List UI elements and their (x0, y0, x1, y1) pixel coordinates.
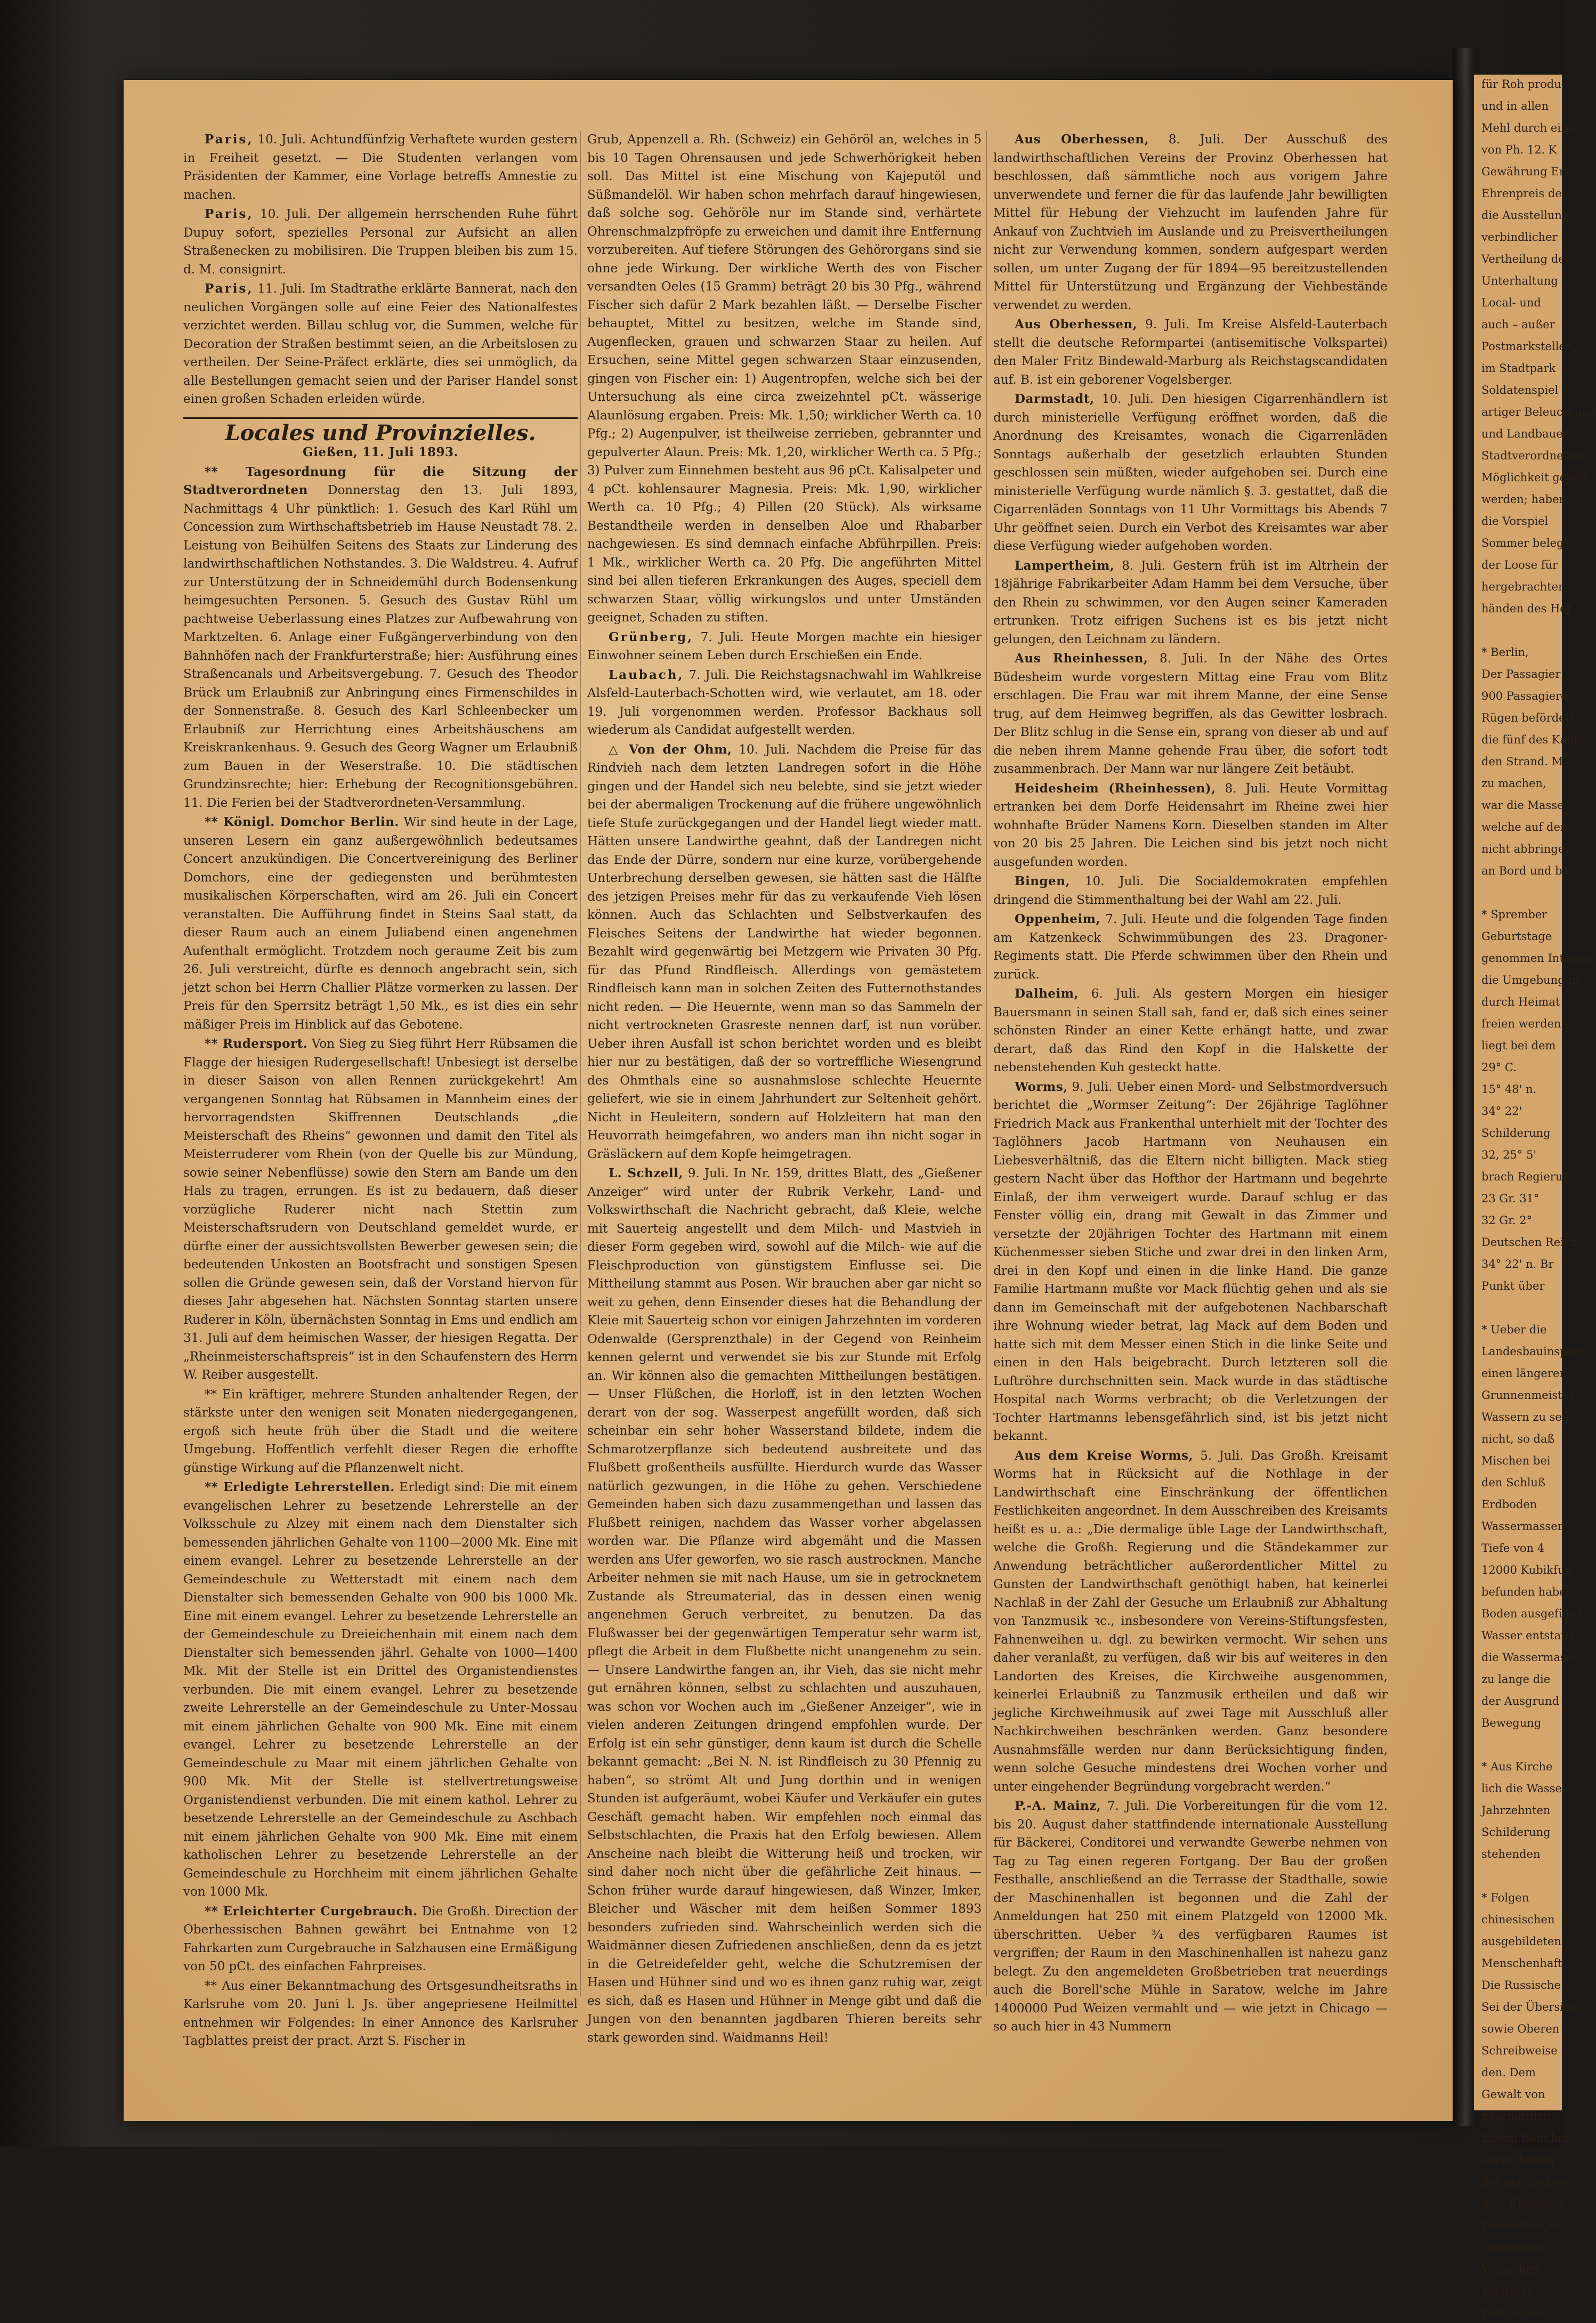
adjacent-page-line: 29° C. (1481, 1061, 1517, 1074)
adjacent-page-line: * Ueber die (1481, 1323, 1547, 1336)
adjacent-page-line: nicht abbringen. (1481, 843, 1576, 855)
article-dateline: Aus Rheinhessen, (1015, 651, 1148, 666)
article-dateline: Worms, (1015, 1079, 1068, 1094)
adjacent-page-line: die fünf des Kahlen (1481, 733, 1592, 746)
article-dateline: Aus Oberhessen, (1015, 132, 1149, 147)
article-dateline: Paris, (205, 281, 254, 296)
article-bingen (993, 872, 1388, 909)
column-left (183, 131, 578, 2052)
article-regen (183, 1386, 578, 1478)
article-body: Von Sieg zu Sieg führt Herr Rübsamen die Flagge der hiesigen Rudergesellschaft! Unbesiegt ist derselbe in dieser Saison von allen Rennen zurückgekehrt! Am vergangenen Sonntag hat Rübsamen in Mannheim eines der hervorragendsten Skiffrennen Deutschlands „die Meisterschaft des Rheins“ gewonnen und damit den Titel als Meisterruderer vom Rhein (von der Quelle bis zur Mündung, sowie seiner Nebenflüsse) sowie den Stern am Bande um den Hals zu tragen, errungen. Es ist zu bedauern, daß dieser vorzügliche Ruderer nicht nach Stettin zum Meisterschaftsrudern von Deutschland gemeldet wurde, er dürfte einer der aussichtsvollsten Bewerber gewesen sein; die bedeutenden Unkosten an Bootsfracht und sonstigen Spesen sollen die Gründe gewesen sein, daß der Vorstand hiervon für dieses Jahr abgesehen hat. Nächsten Sonntag starten unsere Ruderer in Köln, übernächsten Sonntag in Ems und endlich am 31. Juli auf dem heimischen Wasser, der hiesigen Regatta. Der „Rheinmeisterschaftspreis“ ist in den Schaufenstern des Herrn W. Reiber ausgestellt. (183, 1037, 578, 1382)
article-body: 10. Juli. Die Socialdemokraten empfehlen dringend die Stimmenthaltung bei der Wahl am 22. Juli. (993, 875, 1388, 907)
article-dateline: P.-A. Mainz, (1015, 1799, 1101, 1813)
adjacent-page-line: Soldatenspiel (1481, 384, 1559, 396)
adjacent-page-line: für Roh produ- (1481, 78, 1565, 91)
article-body: 7. Juli. Die Reichstagsnachwahl im Wahlkreise Alsfeld-Lauterbach-Schotten wird, wie verlautet, am 18. oder 19. Juli vorgenommen werden. Professor Backhaus soll wiederum als Candidat aufgestellt werden. (587, 668, 982, 737)
article-kreis-worms (993, 1447, 1388, 1796)
adjacent-page-line: Erdboden (1481, 1498, 1537, 1511)
article-body: 8. Juli. Gestern früh ist im Altrhein der 18jährige Fabrikarbeiter Adam Hamm bei dem Versuche, über den Rhein zu schwimmen, vor den Augen seiner Kameraden ertrunken. Trotz eifrigen Suchens ist es bis jetzt nicht gelungen, den Leichnam zu ländern. (993, 559, 1388, 646)
article-heilmittel-cont (587, 131, 982, 627)
adjacent-page-line: genommen Interess (1481, 952, 1594, 965)
article-heilmittel (183, 1977, 578, 2051)
adjacent-page-line: zu machen, (1481, 777, 1546, 790)
column-rule (986, 131, 987, 1996)
adjacent-page-line: 15° 48' n. (1481, 1083, 1537, 1096)
article-rheinhessen (993, 650, 1388, 779)
adjacent-page-line: den Strand. M (1481, 755, 1563, 768)
adjacent-page-line: Sei der Übersicht (1481, 2001, 1582, 2013)
article-lehrerstellen (183, 1478, 578, 1901)
article-body: 8. Juli. Heute Vormittag ertranken bei dem Dorfe Heidensahrt im Rheine zwei hier wohnhafte Brüder Namens Korn. Dieselben standen im Alter von 20 bis 25 Jahren. Die Leichen sind bis jetzt noch nicht ausgefunden worden. (993, 781, 1388, 869)
article-dateline: Oppenheim, (1015, 912, 1100, 926)
adjacent-page-line: war die Masse (1481, 799, 1564, 812)
adjacent-page-line: ausgebildeten (1481, 1935, 1561, 1948)
article-body: 5. Juli. Das Großh. Kreisamt Worms hat in Rücksicht auf die Nothlage in der Landwirthschaft eine Einschränkung der öffentlichen Festlichkeiten angeordnet. In dem Ausschreiben des Kreisamts heißt es u. a.: „Die dermalige üble Lage der Landwirthschaft, welche die Großh. Regierung und die Ständekammer zur Anwendung beträchtlicher außerordentlicher Mittel zu Gunsten der Landwirthschaft genöthigt haben, hat keinerlei Nachlaß in der Zahl der Gesuche um Erlaubniß zur Abhaltung von Tanzmusik ꝛc., insbesondere von Vereins-Stiftungsfesten, Fahnenweihen u. dgl. zu bewirken vermocht. Wir sehen uns daher veranlaßt, zu verfügen, daß wir bis auf weiteres in den Landorten des Kreises, die Kirchweihe ausgenommen, keinerlei Erlaubniß zu Tanzmusik ertheilen und daß wir jegliche Kirchweihmusik auf zwei Tage mit Ausschluß aller Nachkirchweihen beschränken werden. Ganz besondere Ausnahmsfälle werden nur dann Berücksichtigung finden, wenn solche Gesuche mindestens drei Wochen vorher und unter eingehender Begründung vorgebracht werden.“ (993, 1448, 1388, 1794)
article-dateline: Heidesheim (Rheinhessen), (1015, 781, 1216, 796)
adjacent-page-line: die Vorspiel (1481, 515, 1549, 528)
adjacent-page-line: lich die Wasser (1481, 1782, 1567, 1795)
adjacent-page-line: Gewalt von (1481, 2088, 1545, 2101)
adjacent-page-line: auch – außer (1481, 318, 1555, 331)
adjacent-page-line: 12000 Kubikfuß (1481, 1564, 1573, 1576)
article-body: 9. Juli. In Nr. 159, drittes Blatt, des „Gießener Anzeiger“ wird unter der Rubrik Verkehr, Land- und Volkswirthschaft die Nachricht gebracht, daß Kleie, welche mit Sauerteig angestellt und dem Milch- und Mastvieh in dieser Form gegeben wird, sowohl auf die Milch- wie auf die Fleischproduction von günstigstem Einflusse sei. Die Mittheilung stammt aus Posen. Wir brauchen aber gar nicht so weit zu gehen, denn Einsender dieses hat die Behandlung der Kleie mit Sauerteig schon vor einigen Jahrzehnten im vorderen Odenwalde (Gersprenzthale) in der Gegend von Reinheim kennen gelernt und verwendet sie bis zur Stunde mit Erfolg an. Wir können also die gemachten Mittheilungen bestätigen. — Unser Flüßchen, die Horloff, ist in den letzten Wochen derart von der sog. Wasserpest angefüllt worden, daß sich scheinbar ein sehr hoher Wasserstand bildete, indem die Schmarotzerpflanze sich bedeutend ausbreitete und das Flußbett großentheils ausfüllte. Hierdurch wurde das Wasser natürlich gezwungen, in die Höhe zu gehen. Verschiedene Gemeinden haben sich dazu zusammengethan und lassen das Flußbett reinigen, nachdem das Wasser vorher abgelassen worden war. Die Pflanze wird abgemäht und die Massen werden ans Ufer geworfen, wo sie rasch austrocknen. Manche Arbeiter nehmen sie mit nach Hause, um sie in getrocknetem Zustande als Streumaterial, das in dessen einen wenig angenehmen Geruch verbreitet, zu benutzen. Da das Flußwasser bei der gegenwärtigen Temperatur sehr warm ist, pflegt die Arbeit in dem Flußbette nicht unangenehm zu sein. — Unsere Landwirthe fangen an, ihr Vieh, das sie nicht mehr gut ernähren können, selbst zu schlachten und auszuhauen, was schon vor Wochen auch im „Gießener Anzeiger“, wie in vielen anderen Zeitungen dringend empfohlen wurde. Der Erfolg ist ein sehr günstiger, denn kaum ist durch die Schelle bekannt gemacht: „Bei N. N. ist Rindfleisch zu 30 Pfennig zu haben“, so strömt Alt und Jung dorthin und in wenigen Stunden ist aufgeräumt, wobei Käufer und Verkäufer ein gutes Geschäft gemacht haben. Wir empfehlen noch einmal das Selbstschlachten, die Praxis hat den Erfolg bewiesen. Allem Anscheine nach bleibt die Witterung heiß und trocken, wir sind daher noch nicht über die gefährliche Zeit hinaus. — Schon früher wurde darauf hingewiesen, daß Winzer, Imker, Bleicher und Wäscher mit dem heißen Sommer 1893 besonders zufrieden sind. Wahrscheinlich werden sich die Waidmänner diesen Zufriedenen anschließen, denn da es jetzt in die Getreidefelder geht, welche die Schutzremisen der Hasen und Hühner sind und wo es ihnen ganz ruhig war, zeigt es sich, daß es Hasen und Hühner in Menge gibt und daß die Jungen von den benannten jagdbaren Thieren bereits sehr stark geworden sind. Waidmanns Heil! (587, 1167, 982, 2045)
adjacent-page-line: chinesischen (1481, 1913, 1555, 1926)
article-oppenheim (993, 910, 1388, 984)
adjacent-page-line: brach Regierung (1481, 1170, 1577, 1183)
adjacent-page-line: der politischen (1481, 2175, 1567, 2188)
article-ohm (587, 741, 982, 1164)
column-right (993, 131, 1388, 2037)
adjacent-page-line: an Bord und bei (1481, 864, 1573, 877)
article-body: 7. Juli. Die Vorbereitungen für die vom 12. bis 20. August daher stattfindende internationale Ausstellung für Bäckerei, Conditorei und verwandte Gewerbe nehmen von Tag zu Tag einen regeren Fortgang. Der Bau der großen Festhalle, anschließend an die Terrasse der Stadthalle, sowie der Maschinenhallen ist begonnen und die Zahl der Anmeldungen hat 250 mit einem Platzgeld von 12000 Mk. überschritten. Ueber ¾ des verfügbaren Raumes ist vergriffen; der Raum in den Maschinenhallen ist nahezu ganz belegt. Zu den angemeldeten Großbetrieben trat neuerdings auch die Borell'sche Mühle in Saratow, welche im Jahre 1400000 Pud Weizen vermahlt und — wie jetzt in Chicago — so auch hier in 43 Nummern (993, 1799, 1388, 2034)
adjacent-page-line: liegt bei dem (1481, 1039, 1556, 1052)
article-body: 8. Juli. In der Nähe des Ortes Büdesheim wurde vorgestern Mittag eine Frau vom Blitz erschlagen. Die Frau war mit ihrem Manne, der eine Sense trug, auf dem Heimweg begriffen, als das Gewitter losbrach. Der Blitz schlug in die Sense ein, sprang von dieser ab und auf die neben ihrem Manne gehende Frau über, die sofort todt zusammenbrach. Der Mann war nur längere Zeit betäubt. (993, 652, 1388, 776)
adjacent-page-line: 23 Gr. 31° (1481, 1192, 1540, 1205)
adjacent-page-line: Bestimmen (1481, 2306, 1545, 2319)
adjacent-page-line (1481, 1866, 1562, 1886)
adjacent-page-line: * Folgen (1481, 1891, 1529, 1904)
adjacent-page-line: welche auf der (1481, 821, 1566, 833)
article-dateline: Bingen, (1015, 874, 1070, 888)
adjacent-page-line: hergebrachten (1481, 580, 1566, 593)
adjacent-page-line: durch Heimat (1481, 995, 1560, 1008)
adjacent-page-line: Schreibweise (1481, 2044, 1558, 2057)
adjacent-page-line: Verrechnung (1481, 2154, 1555, 2166)
article-body: 10. Juli. Achtundfünfzig Verhaftete wurden gestern in Freiheit gesetzt. — Die Studenten verlangen vom Präsidenten der Kammer, eine Vorlage betreffs Amnestie zu machen. (183, 133, 578, 202)
article-curgebrauch (183, 1903, 578, 1976)
article-worms (993, 1078, 1388, 1446)
article-body: Grub, Appenzell a. Rh. (Schweiz) ein Gehöröl an, welches in 5 bis 10 Tagen Ohrensausen und jede Schwerhörigkeit heben soll. Das Mittel ist eine Mischung von Kajeputöl und Süßmandelöl. Wir haben schon mehrfach darauf hingewiesen, daß solche sog. Gehöröle nur im Stande sind, verhärtete Ohrenschmalzpfröpfe zu erweichen und damit ihre Entfernung vorzubereiten. Auf tiefere Störungen des Gehörorgans sind sie ohne jede Wirkung. Der wirkliche Werth des von Fischer versandten Oeles (15 Gramm) beträgt 20 bis 30 Pfg., während Fischer sich dafür 2 Mark bezahlen läßt. — Derselbe Fischer behauptet, Mittel zu besitzen, welche im Stande sind, Augenflecken, grauen und schwarzen Staar zu heilen. Auf Ersuchen, seine Mittel gegen schwarzen Staar einzusenden, gingen von Fischer ein: 1) Augentropfen, welche sich bei der Untersuchung als eine circa zweizehntel pCt. wässerige Alaunlösung ergaben. Preis: Mk. 1,50; wirklicher Werth ca. 10 Pfg.; 2) Augenpulver, ist theilweise zerrieben, gebrannter und gepulverter Alaun. Preis: Mk. 1,20, wirklicher Werth ca. 5 Pfg.; 3) Pulver zum Einnehmen besteht aus 96 pCt. Kalisalpeter und 4 pCt. kohlensaurer Magnesia. Preis: Mk. 1,90, wirklicher Werth ca. 10 Pfg.; 4) Pillen (20 Stück). Als wirksame Bestandtheile werden in denselben Aloe und Rhabarber nachgewiesen. Es sind demnach einfache Abführpillen. Preis: 1 Mk., wirklicher Werth ca. 20 Pfg. Die angeführten Mittel sind bei allen tieferen Erkrankungen des Auges, speciell dem schwarzen Staar, völlig wirkungslos und unter Umständen geeignet, Schaden zu stiften. (587, 133, 982, 625)
article-dateline: Aus dem Kreise Worms, (1015, 1448, 1193, 1463)
adjacent-page-line: den. Dem (1481, 2066, 1536, 2079)
adjacent-page-line: Weißenberger (1481, 2219, 1562, 2232)
article-paris-3 (183, 280, 578, 409)
adjacent-page-line (1481, 883, 1562, 903)
article-schzell (587, 1164, 982, 2047)
article-oberhessen-2 (993, 315, 1388, 389)
article-dateline: Laubach, (609, 667, 684, 682)
adjacent-page-line: Gewährung Er- (1481, 165, 1568, 178)
adjacent-page-line: Wassern zu sein (1481, 1411, 1573, 1423)
article-body: 10. Juli. Der allgemein herrschenden Ruhe führt Dupuy sofort, spezielles Personal zur Aufsicht an allen Straßenecken zu mobilisiren. Die Truppen bleiben bis zum 15. d. M. consignirt. (183, 207, 578, 277)
article-dateline: Paris, (205, 207, 254, 221)
adjacent-page-line: die Ausstellung (1481, 209, 1569, 222)
adjacent-page-line: Gemeinden (1481, 2241, 1546, 2254)
article-body: Die Großh. Direction der Oberhessischen Bahnen gewährt bei Entnahme von 12 Fahrkarten zum Curgebrauche in Salzhausen eine Ermäßigung von 50 pCt. des einfachen Fahrpreises. (183, 1904, 578, 1973)
adjacent-page-line: von Ph. 12. K (1481, 143, 1557, 156)
adjacent-page-line: Unterhaltung (1481, 274, 1558, 287)
article-body: ** Aus einer Bekanntmachung des Ortsgesundheitsraths in Karlsruhe vom 20. Juni l. Js. über angepriesene Heilmittel entnehmen wir Folgendes: In einer Annonce des Karlsruher Tagblattes preist der pract. Arzt S. Fischer in (183, 1979, 578, 2048)
adjacent-page-line: Schilderung (1481, 1826, 1551, 1839)
article-dalheim (993, 985, 1388, 1077)
adjacent-page-line: 32 Gr. 2° (1481, 1214, 1533, 1227)
article-heading: ** Erledigte Lehrerstellen. (205, 1480, 395, 1494)
adjacent-page-line: der Ausgrund (1481, 1695, 1560, 1707)
article-body: 10. Juli. Nachdem die Preise für das Rindvieh nach dem letzten Landregen sofort in die Höhe gingen und der Handel sich neu belebte, sind sie jetzt wieder bei der abermaligen Trockenung auf die frühere ungewöhnlich tiefe Stufe zurückgegangen und der Handel liegt wieder matt. Hätten unsere Landwirthe geahnt, daß der Landregen nicht das Ende der Dürre, sondern nur eine kurze, vorübergehende Unterbrechung derselben gewesen, sie hätten sast die Hälfte des jetzigen Preises mehr für das zu verkaufende Vieh lösen können. Auch das Schlachten und Selbstverkaufen des Fleisches Seitens der Landwirthe hat wieder begonnen. Bezahlt wird gegenwärtig bei Metzgern wie Privaten 30 Pfg. für das Pfund Rindfleisch. Allerdings von gemästetem Rindfleisch kann man in solchen Zeiten des Futternothstandes nicht reden. — Die Heuernte, wenn man so das Sammeln der nicht vertrockneten Grasreste nennen darf, ist nun vorüber. Ueber ihren Ausfall ist schon berichtet worden und es bleibt hier nur zu bestätigen, daß der so vortreffliche Wiesengrund des Ohmthals eine so ausnahmslose schlechte Heuernte geliefert, wie sie in einem Jahrhundert zur Seltenheit gehört. Nicht in Heuleitern, sondern auf Holzleitern hat man den Heuvorrath heimgefahren, wo anders man ihn nicht sogar in Gräsläckern auf dem Kopfe heimgetragen. (587, 742, 982, 1161)
article-dateline: Aus Oberhessen, (1015, 317, 1138, 331)
article-paris-1 (183, 131, 578, 204)
article-body: 9. Juli. Ueber einen Mord- und Selbstmordversuch berichtet die „Wormser Zeitung“: Der 26jährige Taglöhner Friedrich Mack aus Frankenthal unterhielt mit der Tochter des Taglöhners Jacob Hartmann von Neuhausen ein Liebesverhältniß, das die Eltern nicht billigten. Mack stieg gestern Nacht über das Hofthor der Hartmann und begehrte Einlaß, der ihm verweigert wurde. Darauf schlug er das Fenster völlig ein, drang mit Gewalt in das Zimmer und versetzte der 20jährigen Tochter des Hartmann mit einem Küchenmesser sieben Stiche und zwar drei in den linken Arm, drei in den Kopf und einen in die linke Hand. Die ganze Familie Hartmann mußte vor Mack flüchtig gehen und als sie dann im Gemeinschaft mit der aufgebotenen Nachbarschaft ihre Wohnung wieder betrat, lag Mack auf dem Boden und hatte sich mit dem Messer einen Stich in die linke Seite und einen in den Hals beigebracht. Durch letzteren soll die Luftröhre durchschnitten sein. Mack wurde in das städtische Hospital nach Worms verbracht; ob die Verletzungen der Tochter Hartmanns lebensgefährlich sind, ist bis jetzt nicht bekannt. (993, 1080, 1388, 1443)
adjacent-page-line: Geburtstage (1481, 930, 1552, 943)
adjacent-page-line: der Loose für (1481, 559, 1558, 571)
adjacent-page-line: Einem Bahnhof (1481, 2132, 1569, 2144)
article-heading: ** Erleichterter Curgebrauch. (205, 1904, 418, 1919)
article-dateline: Lampertheim, (1015, 558, 1115, 573)
adjacent-page-line: Die Russische (1481, 1979, 1561, 1992)
adjacent-page-line: 900 Passagiere, (1481, 690, 1571, 702)
article-darmstadt (993, 390, 1388, 556)
article-body: 11. Juli. Im Stadtrathe erklärte Bannerat, nach den neulichen Vorgängen solle auf eine Feier des Nationalfestes verzichtet werden. Billau schlug vor, die Summen, welche für Decoration der Straßen bestimmt seien, an die Arbeitslosen zu vertheilen. Der Seine-Präfect erklärte, dies sei unmöglich, da alle Bestellungen gemacht seien und der Pariser Handel sonst einen großen Schaden erleiden würde. (183, 282, 578, 406)
adjacent-page-line: und Landbauer (1481, 427, 1568, 440)
section-dateline: Gießen, 11. Juli 1893. (303, 445, 458, 459)
article-heading: ** Rudersport. (205, 1037, 308, 1051)
section-divider (183, 417, 578, 419)
article-rudersport (183, 1035, 578, 1385)
adjacent-page-line: im Stadtpark (1481, 362, 1556, 375)
article-heidesheim (993, 780, 1388, 872)
adjacent-page-line: Ehrenpreis des (1481, 187, 1568, 200)
adjacent-page-line: die Wassermasse (1481, 1651, 1578, 1664)
adjacent-page-line: * Berlin, (1481, 646, 1529, 659)
article-domchor (183, 813, 578, 1034)
adjacent-page-line: Jahrzehnten (1481, 1804, 1551, 1817)
adjacent-page-line: sowie Oberen (1481, 2022, 1560, 2035)
article-body: 7. Juli. Heute und die folgenden Tage finden am Katzenkeck Schwimmübungen des 23. Dragoner-Regiments statt. Die Pferde schwimmen über den Rhein und zurück. (993, 912, 1388, 982)
article-heading: ** Tagesordnung für die Sitzung der Stadtverordneten (183, 464, 578, 497)
adjacent-page-line: Rügen befördert (1481, 711, 1576, 724)
adjacent-page-line: Sommer belegt. (1481, 537, 1572, 549)
adjacent-page-line: Wasser entstand (1481, 1629, 1576, 1642)
adjacent-page-line: einen längeren (1481, 1367, 1567, 1380)
adjacent-page-line: nicht, so daß (1481, 1432, 1555, 1445)
adjacent-page-line: Möglichkeit gehen (1481, 471, 1587, 484)
adjacent-page-line: * Aus Kirche (1481, 1760, 1553, 1773)
column-rule (580, 131, 581, 1996)
adjacent-page-line (1481, 1735, 1562, 1755)
adjacent-page-line: händen des Hof (1481, 602, 1571, 615)
adjacent-page-line: * Sprember (1481, 908, 1548, 921)
adjacent-page-line: Tiefe von 4 (1481, 1542, 1545, 1555)
article-body: Erledigt sind: Die mit einem evangelischen Lehrer zu besetzende Lehrerstelle an der Volksschule zu Alzey mit einem nach dem Dienstalter sich bemessenden jährlichen Gehalte von 1100—2000 Mk. Eine mit einem evangel. Lehrer zu besetzende Lehrerstelle an der Gemeindeschule zu Wetterstadt mit einem nach dem Dienstalter sich bemessenden Gehalte von 900 bis 1000 Mk. Eine mit einem evangel. Lehrer zu besetzende Lehrerstelle an der Gemeindeschule zu Dreieichenhain mit einem nach dem Dienstalter sich bemessenden jährl. Gehalte von 1000—1400 Mk. Mit der Stelle ist ein Drittel des Organistendienstes verbunden. Die mit einem evangel. Lehrer zu besetzende zweite Lehrerstelle an der Gemeindeschule zu Unter-Mossau mit einem jährlichen Gehalte von 900 Mk. Eine mit einem evangel. Lehrer zu besetzende Lehrerstelle an der Gemeindeschule zu Maar mit einem jährlichen Gehalte von 900 Mk. Mit der Stelle ist stellvertretungsweise Organistendienst verbunden. Die mit einem kathol. Lehrer zu besetzende Lehrerstelle an der Gemeindeschule zu Aschbach mit einem jährlichen Gehalte von 900 Mk. Eine mit einem katholischen Lehrer zu besetzende Lehrerstelle an der Gemeindeschule zu Horchheim mit einem jährlichen Gehalte von 1000 Mk. (183, 1480, 578, 1899)
adjacent-page-line: Postmarkstellen, (1481, 340, 1577, 353)
adjacent-page-line: 34° 22' (1481, 1105, 1522, 1118)
adjacent-page-line: Vertreter (1481, 2285, 1534, 2297)
article-body: Donnerstag den 13. Juli 1893, Nachmittags 4 Uhr pünktlich: 1. Gesuch des Karl Rühl um Concession zum Wirthschaftsbetrieb im Hause Neustadt 78. 2. Leistung von Beihülfen Seitens des Staats zur Linderung des landwirthschaftlichen Nothstandes. 3. Die Waldstreu. 4. Aufruf zur Unterstützung der in Schneidemühl durch Bodensenkung heimgesuchten Personen. 5. Gesuch des Gustav Rühl um pachtweise Ueberlassung eines Platzes zur Aufbewahrung von Marktzelten. 6. Anlage einer Fußgängerverbindung von den Bahnhöfen nach der Frankfurterstraße; hier: Ausführung eines Straßencanals und Arbeitsvergebung. 7. Gesuch des Theodor Brück um Erlaubniß zur Anbringung eines Firmenschildes in der Sonnenstraße. 8. Gesuch des Karl Schleenbecker um Erlaubniß zur Herrichtung eines Arbeitshäuschens am Kreiskrankenhaus. 9. Gesuch des Georg Wagner um Erlaubniß zum Bauen in der Weserstraße. 10. Die städtischen Grundzinsrechte; hier: Erhebung der Recognitionsgebühren. 11. Die Ferien bei der Stadtverordneten-Versammlung. (183, 483, 578, 810)
article-oberhessen-1 (993, 131, 1388, 314)
adjacent-page-line: 32, 25° 5' (1481, 1148, 1537, 1161)
article-dateline: Darmstadt, (1015, 392, 1095, 406)
adjacent-page-line (1481, 1298, 1562, 1318)
adjacent-page-line (1481, 621, 1562, 641)
adjacent-page-line: Boden ausgeführt (1481, 1607, 1583, 1620)
article-body: 9. Juli. Im Kreise Alsfeld-Lauterbach stellt die deutsche Reformpartei (antisemitische Volkspartei) den Maler Fritz Bindewald-Marburg als Reichstagscandidaten auf. B. ist ein geborener Vogelsberger. (993, 318, 1388, 387)
section-title: Locales und Provinzielles. (225, 420, 536, 446)
article-body: ** Ein kräftiger, mehrere Stunden anhaltender Regen, der stärkste unter den wenigen seit Monaten niedergegangenen, ergoß sich heute früh über die Stadt und die weitere Umgebung. Hoffentlich verfehlt dieser Regen die erhoffte günstige Wirkung auf die Pflanzenwelt nicht. (183, 1387, 578, 1475)
adjacent-page-line: Bewegung (1481, 1717, 1542, 1729)
adjacent-page-line: Wünschen (1481, 2263, 1540, 2276)
article-body: 8. Juli. Der Ausschuß des landwirthschaftlichen Vereins der Provinz Oberhessen hat beschlossen, daß sämmtliche noch aus vorigem Jahre unverwendete und ferner die für das laufende Jahr bewilligten Mittel für Hebung der Viehzucht im laufenden Jahre für Ankauf von Zuchtvieh im Auslande und zu Preisvertheilungen nicht zur Verwendung kommen, sondern aufgespart werden sollen, um unter Zugang der für 1894—95 bereitzustellenden Mittel für Unterstützung und Ergänzung der Viehbestände verwendet zu werden. (993, 133, 1388, 312)
adjacent-page-line: zu lange die (1481, 1673, 1551, 1686)
adjacent-page-line: Vertheilung der (1481, 253, 1570, 265)
article-dateline: Paris, (205, 132, 254, 147)
book-spine (1453, 48, 1474, 2126)
adjacent-page-line: geschäftlich (1481, 2110, 1551, 2123)
adjacent-page-line: den Schluß (1481, 1476, 1546, 1489)
adjacent-page-line: Mischen bei (1481, 1454, 1551, 1467)
adjacent-page-line: verbindlicher (1481, 231, 1558, 244)
article-lampertheim (993, 557, 1388, 649)
adjacent-page-line: Wassermassen (1481, 1520, 1565, 1533)
adjacent-page-line: befunden haben (1481, 1585, 1574, 1598)
adjacent-page-line: 34° 22' n. Br (1481, 1258, 1554, 1270)
adjacent-page-line: Punkt über (1481, 1280, 1545, 1292)
article-body: 6. Juli. Als gestern Morgen ein hiesiger Bauersmann in seinen Stall sah, fand er, daß sich eines seiner schönsten Rinder an einer Kette erhängt hatte, und zwar derart, daß das Rind den Kopf in die Halskette der nebenstehenden Kuh gesteckt hatte. (993, 987, 1388, 1074)
article-dateline: △ Von der Ohm, (609, 742, 732, 757)
article-body: Wir sind heute in der Lage, unseren Lesern ein ganz außergewöhnlich bedeutsames Concert anzukündigen. Die Concertvereinigung des Berliner Domchors, eine der gediegensten und berühmtesten musikalischen Körperschaften, wird am 26. Juli ein Concert veranstalten. Die Aufführung findet in Steins Saal statt, da dieser Raum auch an einem Juliabend einen angenehmen Aufenthalt ermöglicht. Trotzdem noch geraume Zeit bis zum 26. Juli verstreicht, dürfte es dennoch angebracht sein, sich jetzt schon bei Herrn Challier Plätze vormerken zu lassen. Der Preis für den Sperrsitz beträgt 1,50 Mk., es ist dies ein sehr mäßiger Preis im Hinblick auf das Gebotene. (183, 815, 578, 1032)
column-middle (587, 131, 982, 2048)
article-dateline: L. Schzell, (609, 1166, 683, 1180)
adjacent-page-line: Grunnenmeister (1481, 1389, 1575, 1402)
adjacent-page-line: die Umgebung in (1481, 974, 1579, 986)
article-heading: ** Königl. Domchor Berlin. (205, 815, 399, 829)
article-body: 7. Juli. Heute Morgen machte ein hiesiger Einwohner seinem Leben durch Erschießen ein Ende. (587, 630, 982, 662)
adjacent-page-line: artiger Beleuchtung (1481, 406, 1596, 418)
adjacent-page-line: werden; haben (1481, 493, 1567, 506)
adjacent-page-line: Menschenhaft (1481, 1957, 1562, 1970)
newspaper-page (124, 80, 1453, 2121)
adjacent-page-line: Landesbauinspect (1481, 1345, 1585, 1358)
adjacent-page-line: Deutschen Reich (1481, 1236, 1578, 1249)
adjacent-page-edge (1474, 75, 1596, 2319)
adjacent-page-line: Stadtverordneten (1481, 449, 1582, 462)
article-laubach (587, 666, 982, 740)
article-paris-2 (183, 205, 578, 279)
article-body: 10. Juli. Den hiesigen Cigarrenhändlern ist durch ministerielle Verfügung eröffnet worden, daß die Anordnung des Kreisamtes, wonach die Cigarrenläden Sonntags außerhalb der gesetzlich erlaubten Stunden geschlossen sein müßten, wieder aufgehoben sei. Durch eine ministerielle Verfügung wurde nämlich §. 3. gestattet, daß die Cigarrenläden Sonntags von 11 Uhr Vormittags bis Abends 7 Uhr geöffnet seien. Durch ein Verbot des Kreisamtes war aber diese Verfügung wieder aufgehoben worden. (993, 392, 1388, 553)
article-dateline: Dalheim, (1015, 986, 1079, 1001)
adjacent-page-line: freien werden (1481, 1017, 1561, 1030)
article-dateline: Grünberg, (609, 629, 694, 644)
adjacent-page-line: Local- und (1481, 296, 1541, 309)
adjacent-page-line: dem Ehrbären (1481, 2197, 1563, 2210)
adjacent-page-line: stehenden (1481, 1848, 1541, 1860)
article-tagesordnung (183, 463, 578, 813)
adjacent-page-line: und in allen (1481, 100, 1549, 112)
article-mainz (993, 1797, 1388, 2036)
article-gruenberg (587, 628, 982, 665)
adjacent-page-line: Schilderung (1481, 1127, 1551, 1139)
adjacent-page-line: Der Passagier (1481, 668, 1561, 681)
adjacent-page-line: Mehl durch eine (1481, 122, 1575, 134)
